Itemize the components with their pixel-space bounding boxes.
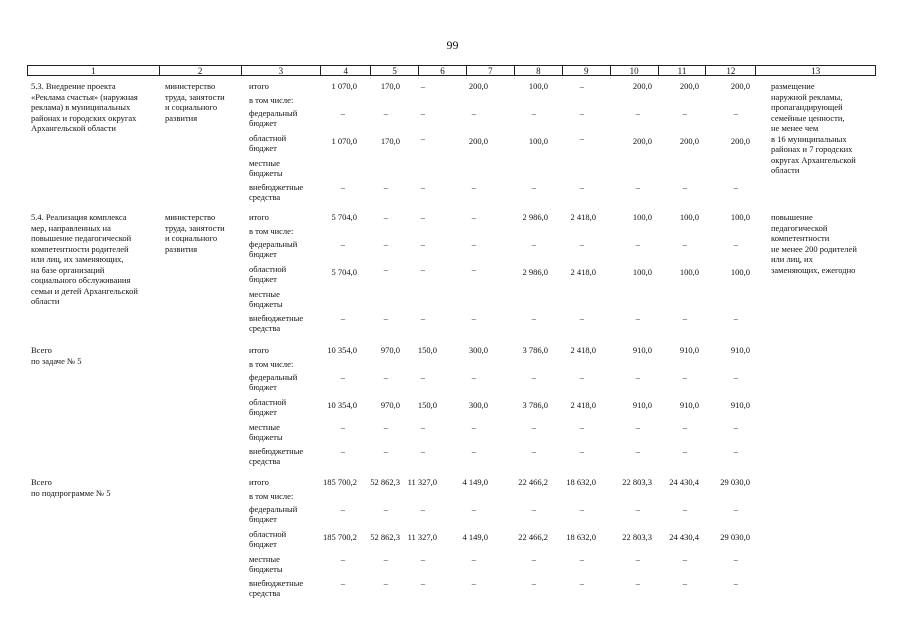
activity-title-line: области [31,296,60,306]
funding-source-label: бюджет [249,143,277,153]
executor-line: министерство [165,81,216,91]
funding-source-label: бюджет [249,118,277,128]
table-cell-value: 2 986,0 [522,212,548,222]
table-cell-value: – [420,182,425,192]
funding-source-label: средства [249,323,281,333]
column-number-5: 5 [371,66,419,75]
table-cell-value: 910,0 [632,400,652,410]
table-cell-value: 100,0 [679,212,699,222]
table-cell-value: 150,0 [417,400,437,410]
funding-source-label: бюджеты [249,432,283,442]
table-cell-value: 3 786,0 [522,400,548,410]
funding-source-label: бюджеты [249,168,283,178]
table-cell-value: – [420,81,425,91]
funding-source-label: внебюджетные [249,182,304,192]
table-cell-value: – [383,264,388,274]
table-cell-value: – [383,239,388,249]
table-cell-value: – [531,446,536,456]
funding-source-label: областной [249,529,287,539]
activity-title-line: по подпрограмме № 5 [31,487,111,498]
table-cell-value: 5 704,0 [331,267,357,277]
table-cell-value: 10 354,0 [327,400,357,410]
funding-source-label: местные [249,554,280,564]
expected-result-line: размещение [771,81,815,91]
table-cell-value: – [420,372,425,382]
activity-title-line: 5.3. Внедрение проекта [31,81,116,91]
executor-line: развития [165,243,198,254]
table-cell-value: – [635,578,640,588]
table-cell-value: – [682,182,687,192]
table-cell-value: – [383,212,388,222]
table-cell-value: – [471,554,476,564]
table-cell-value: 18 632,0 [566,477,596,487]
expected-result-line: компетентности [771,233,830,243]
table-cell-value: – [420,578,425,588]
funding-source-label: в том числе: [249,95,294,105]
table-cell-value: – [733,313,738,323]
table-cell-value: 22 466,2 [518,532,548,542]
table-cell-value: – [635,182,640,192]
table-cell-value: – [340,554,345,564]
expected-result-line: наружной рекламы, [771,91,843,102]
activity-title-line: Всего [31,477,52,487]
table-cell-value: – [471,313,476,323]
activity-title-line: Архангельской области [31,123,116,133]
column-number-3: 3 [242,66,322,75]
table-cell-value: – [531,372,536,382]
table-cell-value: – [733,504,738,514]
table-cell-value: 2 418,0 [570,212,596,222]
table-cell-value: – [340,372,345,382]
executor-line: и социального [165,102,218,112]
funding-source-label: областной [249,264,287,274]
expected-result-line: районах и 7 городских [771,144,853,154]
table-cell-value: – [579,81,584,91]
table-cell-value: 910,0 [632,345,652,355]
table-cell-value: – [471,239,476,249]
expected-result-line: повышение [771,212,813,222]
table-cell-value: 185 700,2 [323,477,357,487]
activity-title-line: или лиц, их заменяющих, [31,254,124,264]
table-cell-value: 11 327,0 [407,477,437,487]
table-cell-value: – [682,504,687,514]
table-cell-value: 18 632,0 [566,532,596,542]
table-cell-value: 200,0 [679,81,699,91]
funding-source-label: внебюджетные [249,578,304,588]
table-cell-value: 5 704,0 [331,212,357,222]
activity-title-line: реклама) в муниципальных [31,102,131,112]
table-cell-value: – [340,578,345,588]
column-number-10: 10 [611,66,659,75]
table-cell-value: – [733,422,738,432]
expected-result-line: не менее чем [771,123,819,133]
table-cell-value: – [340,422,345,432]
table-cell-value: – [420,313,425,323]
table-cell-value: 29 030,0 [720,477,750,487]
table-cell-value: – [471,504,476,514]
column-number-11: 11 [659,66,707,75]
table-cell-value: – [682,422,687,432]
table-cell-value: 970,0 [380,400,400,410]
table-cell-value: – [579,578,584,588]
table-cell-value: – [733,446,738,456]
table-cell-value: 1 070,0 [331,81,357,91]
table-cell-value: 100,0 [632,212,652,222]
expected-result-line: пропагандирующей [771,102,843,112]
funding-source-label: бюджет [249,514,277,524]
executor-line: развития [165,112,198,123]
table-cell-value: – [383,108,388,118]
funding-source-label: областной [249,397,287,407]
table-cell-value: – [733,108,738,118]
executor-line: министерство [165,212,216,222]
funding-source-label: областной [249,133,287,143]
table-cell-value: 170,0 [380,136,400,146]
executor-line: труда, занятости [165,91,225,102]
table-cell-value: – [531,239,536,249]
table-cell-value: – [579,133,584,143]
funding-source-label: итого [249,345,269,355]
table-cell-value: – [579,504,584,514]
funding-source-label: бюджет [249,249,277,259]
table-cell-value: – [471,372,476,382]
funding-source-label: местные [249,158,280,168]
activity-title-line: мер, направленных на [31,222,111,233]
table-cell-value: – [733,372,738,382]
expected-result-line: заменяющих, ежегодно [771,264,856,275]
column-number-6: 6 [419,66,467,75]
table-cell-value: 10 354,0 [327,345,357,355]
table-cell-value: 4 149,0 [462,532,488,542]
table-cell-value: – [340,446,345,456]
table-cell-value: – [383,422,388,432]
table-cell-value: 2 418,0 [570,400,596,410]
table-cell-value: 22 466,2 [518,477,548,487]
funding-source-label: средства [249,588,281,598]
table-cell-value: – [682,239,687,249]
table-cell-value: – [733,239,738,249]
table-cell-value: – [383,313,388,323]
activity-title-line: «Реклама счастья» (наружная [31,91,138,102]
table-cell-value: – [340,313,345,323]
expected-result-line: семейные ценности, [771,112,845,123]
table-cell-value: 100,0 [632,267,652,277]
column-number-8: 8 [515,66,563,75]
table-cell-value: 100,0 [730,212,750,222]
table-cell-value: 29 030,0 [720,532,750,542]
funding-source-label: федеральный [249,239,298,249]
table-cell-value: – [420,133,425,143]
table-cell-value: – [420,422,425,432]
table-cell-value: – [579,239,584,249]
table-cell-value: – [420,212,425,222]
column-number-4: 4 [321,66,371,75]
table-cell-value: 150,0 [417,345,437,355]
table-cell-value: – [471,422,476,432]
table-cell-value: – [682,578,687,588]
table-cell-value: 100,0 [679,267,699,277]
table-cell-value: 52 862,3 [370,477,400,487]
table-cell-value: – [383,554,388,564]
table-cell-value: – [420,108,425,118]
table-cell-value: 100,0 [528,136,548,146]
activity-title-line: семьи и детей Архангельской [31,285,138,296]
funding-source-label: в том числе: [249,491,294,501]
table-cell-value: 2 418,0 [570,345,596,355]
table-cell-value: 22 803,3 [622,477,652,487]
funding-source-label: федеральный [249,108,298,118]
table-cell-value: – [420,264,425,274]
table-cell-value: – [733,554,738,564]
table-cell-value: – [579,108,584,118]
table-cell-value: 11 327,0 [407,532,437,542]
table-cell-value: – [340,239,345,249]
table-cell-value: 200,0 [730,136,750,146]
funding-source-label: итого [249,212,269,222]
table-cell-value: – [531,578,536,588]
table-cell-value: 300,0 [468,345,488,355]
table-cell-value: 24 430,4 [669,532,699,542]
table-cell-value: – [682,372,687,382]
funding-source-label: итого [249,81,269,91]
table-cell-value: – [531,182,536,192]
table-cell-value: 970,0 [380,345,400,355]
table-cell-value: 2 418,0 [570,267,596,277]
table-cell-value: – [471,578,476,588]
table-cell-value: – [635,108,640,118]
table-cell-value: 200,0 [632,81,652,91]
table-cell-value: 1 070,0 [331,136,357,146]
funding-source-label: местные [249,289,280,299]
table-cell-value: 910,0 [730,400,750,410]
activity-title-line: компетентности родителей [31,243,129,254]
table-cell-value: – [531,108,536,118]
funding-source-label: средства [249,456,281,466]
table-cell-value: – [635,504,640,514]
expected-result-line: не менее 200 родителей [771,243,857,254]
table-cell-value: – [383,446,388,456]
activity-title-line: по задаче № 5 [31,355,82,366]
table-cell-value: 910,0 [679,400,699,410]
table-cell-value: – [579,446,584,456]
funding-source-label: местные [249,422,280,432]
expected-result-line: в 16 муниципальных [771,133,847,144]
table-cell-value: – [531,504,536,514]
table-cell-value: – [579,182,584,192]
table-cell-value: – [635,239,640,249]
page-number: 99 [446,38,459,52]
table-cell-value: 185 700,2 [323,532,357,542]
table-cell-value: 200,0 [679,136,699,146]
activity-title-line: повышение педагогической [31,233,132,243]
table-cell-value: 2 986,0 [522,267,548,277]
column-number-9: 9 [563,66,611,75]
table-cell-value: – [579,372,584,382]
activity-title-line: социального обслуживания [31,275,131,285]
table-cell-value: – [531,313,536,323]
column-number-1: 1 [28,66,160,75]
funding-source-label: бюджет [249,382,277,392]
table-cell-value: – [383,372,388,382]
table-cell-value: 200,0 [730,81,750,91]
table-cell-value: – [682,108,687,118]
table-cell-value: – [531,554,536,564]
table-cell-value: 170,0 [380,81,400,91]
table-cell-value: 200,0 [468,81,488,91]
table-cell-value: – [420,504,425,514]
table-cell-value: 100,0 [528,81,548,91]
table-cell-value: 100,0 [730,267,750,277]
expected-result-line: области [771,165,800,175]
table-cell-value: – [733,578,738,588]
table-cell-value: – [635,422,640,432]
table-cell-value: – [340,504,345,514]
funding-source-label: бюджеты [249,564,283,574]
table-cell-value: – [420,446,425,456]
column-number-13: 13 [811,66,821,76]
funding-source-label: федеральный [249,504,298,514]
table-cell-value: – [682,446,687,456]
table-cell-value: – [682,554,687,564]
executor-line: труда, занятости [165,222,225,233]
table-cell-value: – [635,313,640,323]
table-cell-value: 3 786,0 [522,345,548,355]
table-cell-value: – [682,313,687,323]
activity-title-line: Всего [31,345,52,355]
column-number-2: 2 [160,66,242,75]
executor-line: и социального [165,233,218,243]
table-cell-value: 4 149,0 [462,477,488,487]
column-number-header [27,65,876,76]
table-cell-value: 24 430,4 [669,477,699,487]
table-cell-value: – [635,554,640,564]
funding-source-label: средства [249,192,281,202]
table-cell-value: – [383,504,388,514]
table-cell-value: – [579,554,584,564]
table-cell-value: – [579,422,584,432]
table-cell-value: – [471,212,476,222]
funding-source-label: федеральный [249,372,298,382]
funding-source-label: внебюджетные [249,313,304,323]
funding-source-label: бюджет [249,407,277,417]
table-cell-value: – [420,239,425,249]
column-number-7: 7 [467,66,515,75]
table-cell-value: – [531,422,536,432]
table-cell-value: 300,0 [468,400,488,410]
table-cell-value: – [420,554,425,564]
table-cell-value: – [635,446,640,456]
table-cell-value: 52 862,3 [370,532,400,542]
table-cell-value: 200,0 [632,136,652,146]
table-cell-value: – [733,182,738,192]
table-cell-value: – [340,182,345,192]
expected-result-line: округах Архангельской [771,154,856,165]
table-cell-value: 200,0 [468,136,488,146]
column-number-12: 12 [706,66,756,75]
funding-source-label: бюджет [249,539,277,549]
activity-title-line: 5.4. Реализация комплекса [31,212,127,222]
table-cell-value: – [471,182,476,192]
funding-source-label: бюджет [249,274,277,284]
table-cell-value: 910,0 [730,345,750,355]
table-cell-value: 910,0 [679,345,699,355]
funding-source-label: итого [249,477,269,487]
table-cell-value: – [579,313,584,323]
expected-result-line: или лиц, их [771,254,813,264]
table-cell-value: – [383,578,388,588]
table-cell-value: – [635,372,640,382]
table-cell-value: – [383,182,388,192]
funding-source-label: бюджеты [249,299,283,309]
activity-title-line: районах и городских округах [31,112,137,123]
funding-source-label: в том числе: [249,359,294,369]
table-cell-value: – [471,108,476,118]
table-cell-value: – [471,446,476,456]
expected-result-line: педагогической [771,222,828,233]
funding-source-label: в том числе: [249,226,294,236]
table-cell-value: – [340,108,345,118]
activity-title-line: на базе организаций [31,264,105,275]
table-cell-value: – [471,264,476,274]
funding-source-label: внебюджетные [249,446,304,456]
table-cell-value: 22 803,3 [622,532,652,542]
